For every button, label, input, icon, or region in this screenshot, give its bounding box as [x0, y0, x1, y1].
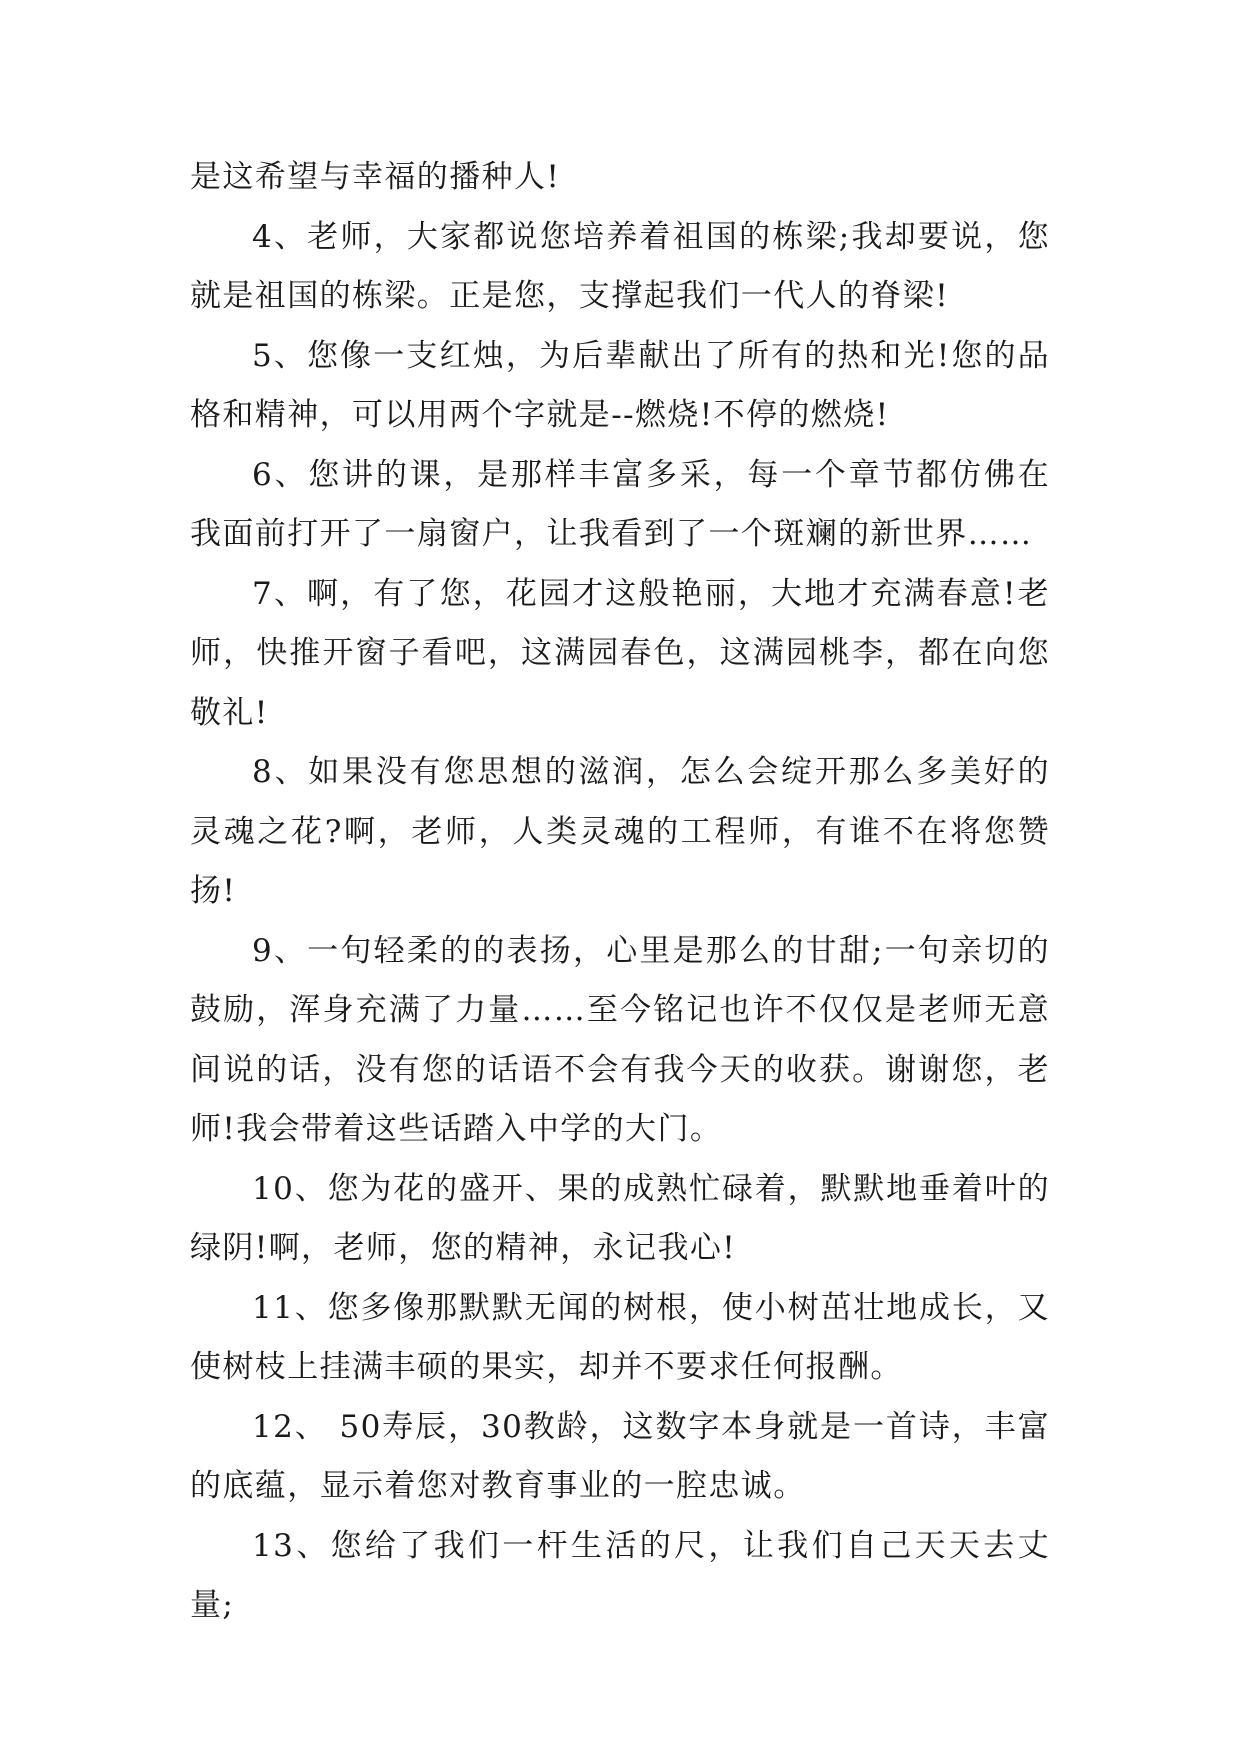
- paragraph-item-9: 9、一句轻柔的的表扬，心里是那么的甘甜;一句亲切的鼓励，浑身充满了力量……至今铭记也许不仅仅是老师无意间说的话，没有您的话语不会有我今天的收获。谢谢您，老师!我会带着这些话踏入中学的大门。: [190, 932, 1050, 1147]
- paragraph-item-4: 4、老师，大家都说您培养着祖国的栋梁;我却要说，您就是祖国的栋梁。正是您，支撑起我们一代人的脊梁!: [190, 218, 1050, 314]
- paragraph-item-13: 13、您给了我们一杆生活的尺，让我们自己天天去丈量;: [190, 1527, 1050, 1623]
- paragraph-continuation: 是这希望与幸福的播种人!: [190, 159, 561, 195]
- paragraph-item-6: 6、您讲的课，是那样丰富多采，每一个章节都仿佛在我面前打开了一扇窗户，让我看到了一个斑斓的新世界……: [190, 456, 1050, 552]
- paragraph-item-7: 7、啊，有了您，花园才这般艳丽，大地才充满春意!老师，快推开窗子看吧，这满园春色，这满园桃李，都在向您敬礼!: [190, 575, 1050, 731]
- paragraph-item-12: 12、 50寿辰，30教龄，这数字本身就是一首诗，丰富的底蕴，显示着您对教育事业的一腔忠诚。: [190, 1408, 1050, 1504]
- paragraph-item-10: 10、您为花的盛开、果的成熟忙碌着，默默地垂着叶的绿阴!啊，老师，您的精神，永记我心!: [190, 1170, 1050, 1266]
- paragraph-item-5: 5、您像一支红烛，为后辈献出了所有的热和光!您的品格和精神，可以用两个字就是--燃烧!不停的燃烧!: [190, 337, 1050, 433]
- document-page: [190, 148, 1050, 1636]
- paragraph-item-8: 8、如果没有您思想的滋润，怎么会绽开那么多美好的灵魂之花?啊，老师，人类灵魂的工程师，有谁不在将您赞扬!: [190, 754, 1050, 909]
- paragraph-item-11: 11、您多像那默默无闻的树根，使小树茁壮地成长，又使树枝上挂满丰硕的果实，却并不要求任何报酬。: [190, 1289, 1050, 1385]
